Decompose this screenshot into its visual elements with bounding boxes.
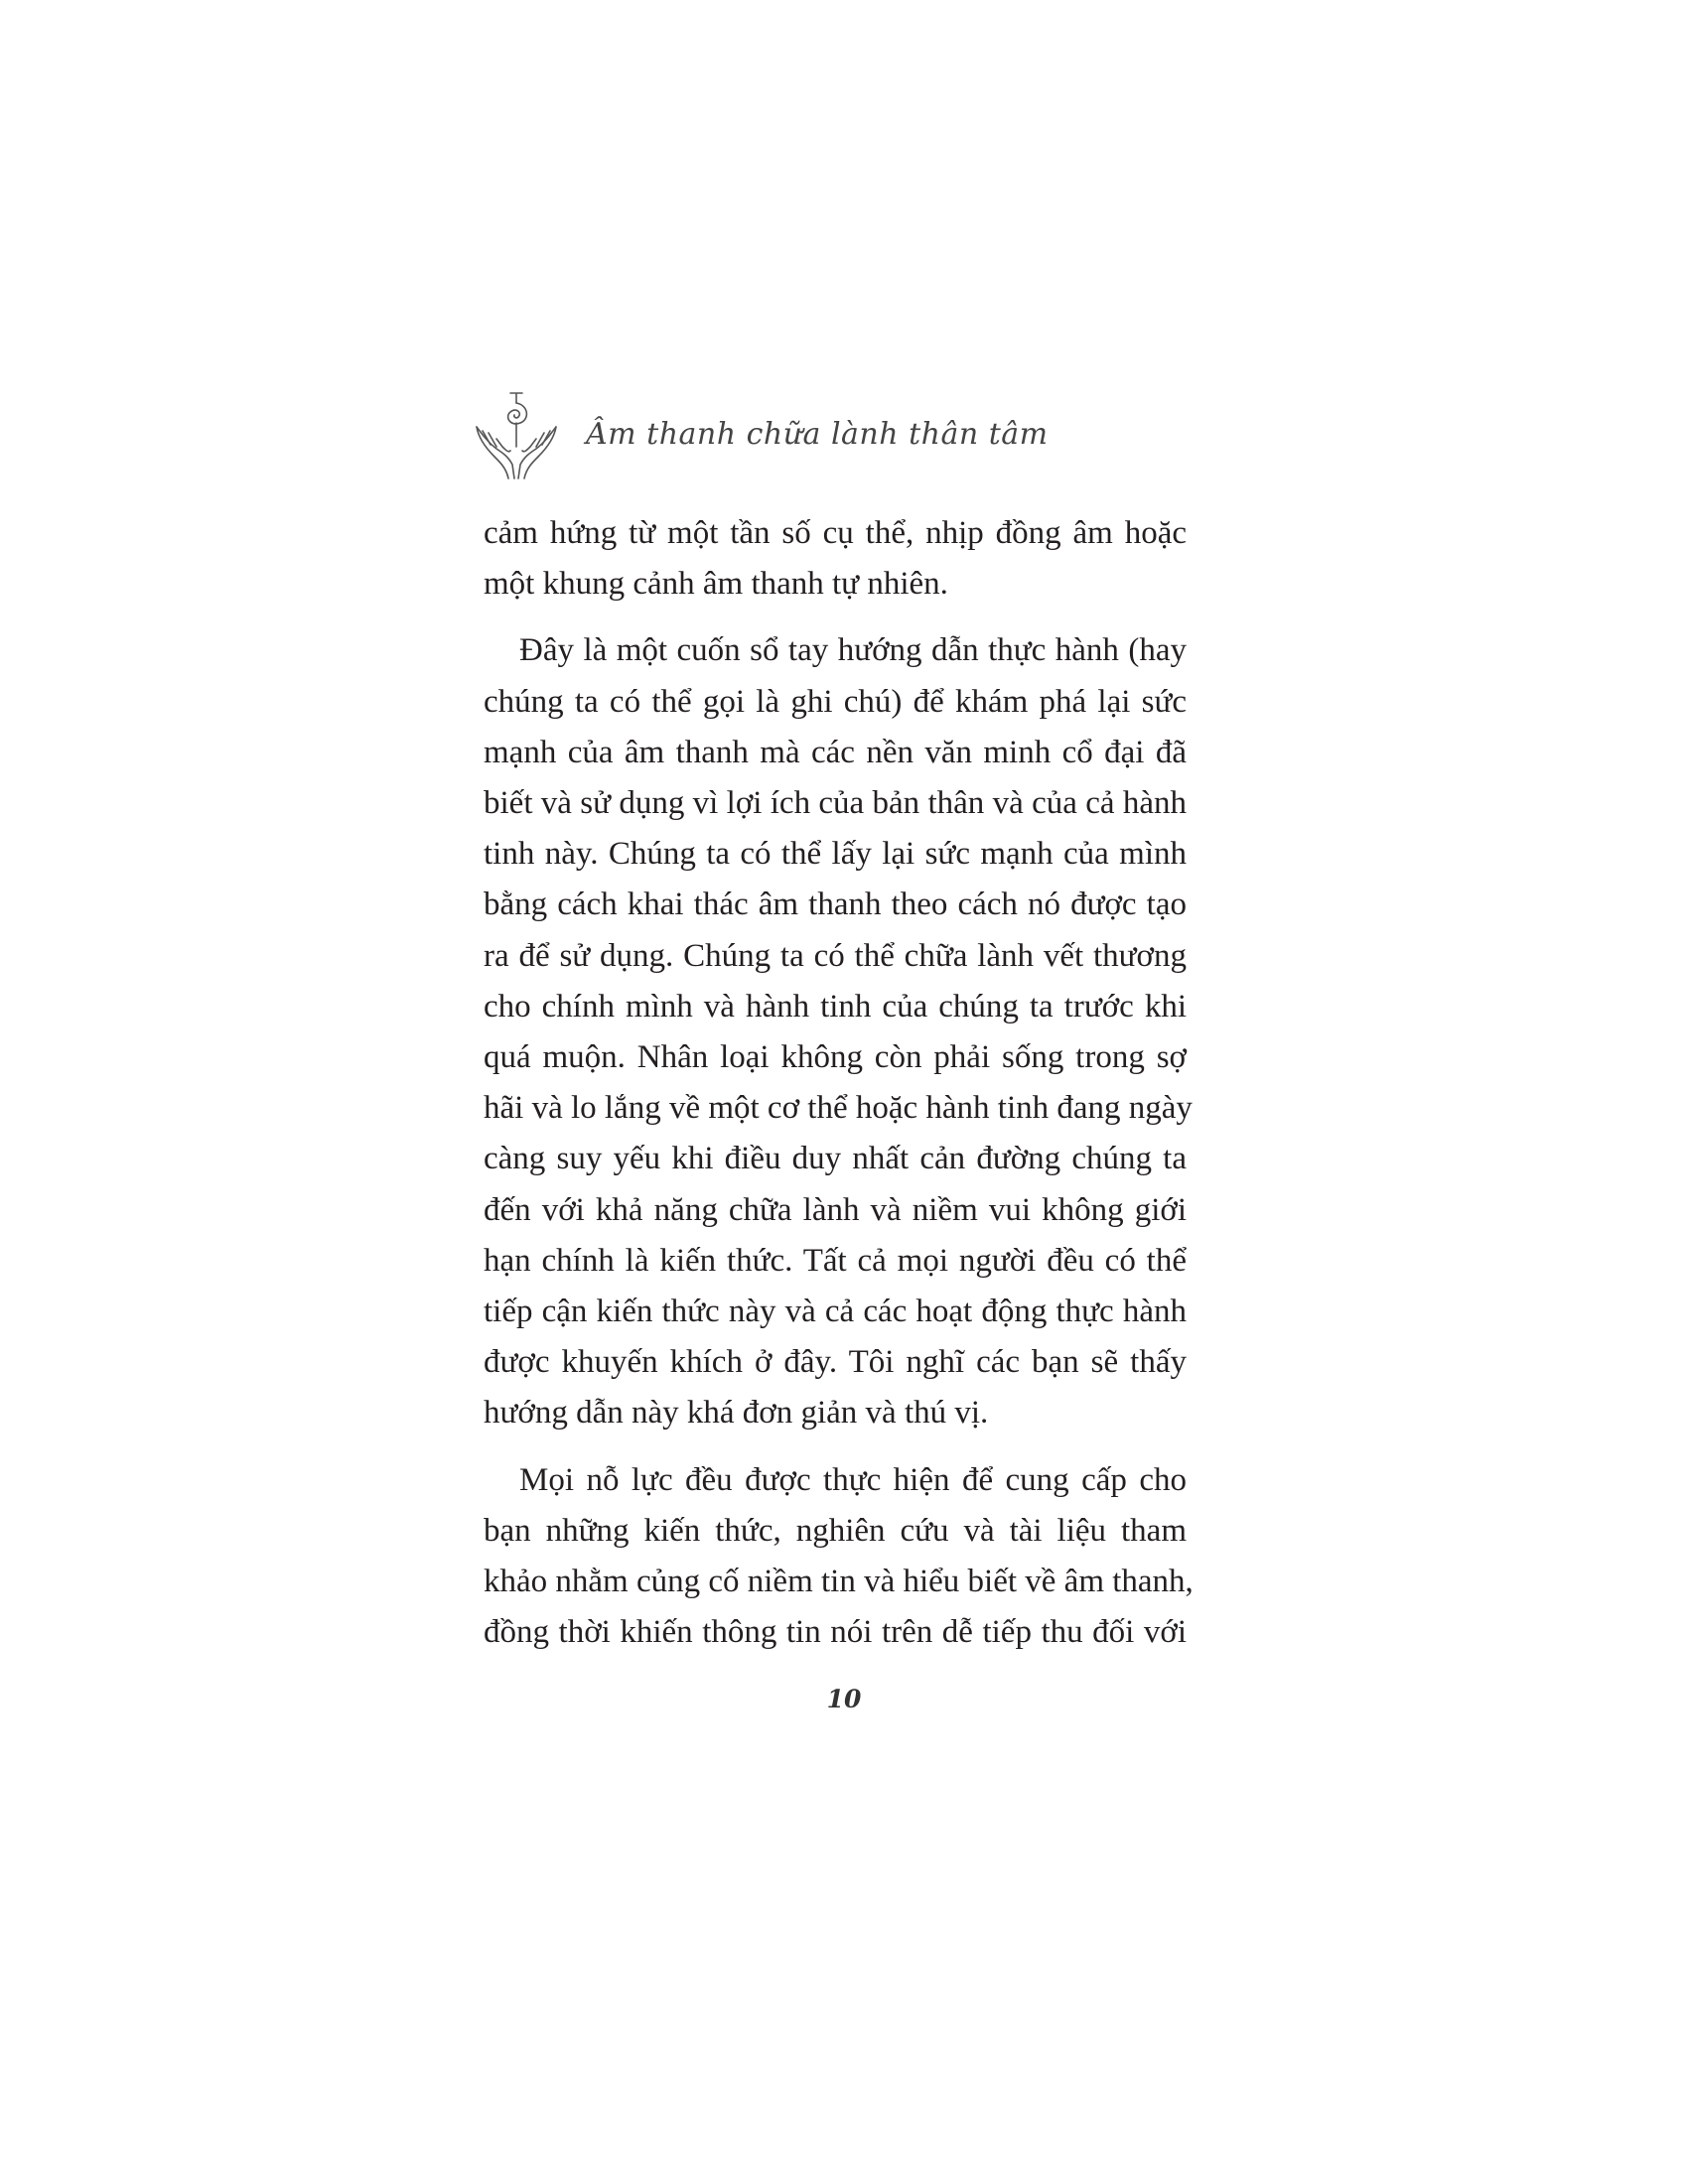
text-line: tiếp cận kiến thức này và cả các hoạt động thực hành (484, 1294, 1187, 1330)
text-line: quá muộn. Nhân loại không còn phải sống trong sợ (484, 1039, 1187, 1076)
running-header-title: Âm thanh chữa lành thân tâm (586, 417, 1049, 452)
hands-spiral-icon (467, 387, 566, 486)
text-line: hạn chính là kiến thức. Tất cả mọi người đều có thể (484, 1242, 1187, 1279)
paragraph (484, 1455, 1194, 1659)
paragraph (484, 625, 1193, 1438)
text-line: đến với khả năng chữa lành và niềm vui không giới (484, 1191, 1187, 1228)
text-line: khảo nhằm củng cố niềm tin và hiểu biết về âm thanh, (484, 1564, 1194, 1600)
text-line: được khuyến khích ở đây. Tôi nghĩ các bạn sẽ thấy (484, 1344, 1187, 1381)
text-line: càng suy yếu khi điều duy nhất cản đường chúng ta (484, 1141, 1187, 1177)
text-line: ra để sử dụng. Chúng ta có thể chữa lành vết thương (484, 937, 1187, 974)
paragraph (484, 508, 1187, 610)
text-line: cho chính mình và hành tinh của chúng ta trước khi (484, 988, 1187, 1024)
text-line: biết và sử dụng vì lợi ích của bản thân và của cả hành (484, 785, 1187, 822)
text-line: Mọi nỗ lực đều được thực hiện để cung cấp cho (519, 1461, 1187, 1498)
text-line: bạn những kiến thức, nghiên cứu và tài liệu tham (484, 1512, 1187, 1549)
text-line: một khung cảnh âm thanh tự nhiên. (484, 566, 948, 603)
text-line: hãi và lo lắng về một cơ thể hoặc hành tinh đang ngày (484, 1090, 1193, 1127)
page-number: 10 (826, 1685, 862, 1713)
text-line: cảm hứng từ một tần số cụ thể, nhịp đồng âm hoặc (484, 515, 1187, 551)
text-line: mạnh của âm thanh mà các nền văn minh cổ đại đã (484, 734, 1187, 770)
text-line: Đây là một cuốn sổ tay hướng dẫn thực hành (hay (519, 632, 1187, 669)
text-line: chúng ta có thể gọi là ghi chú) để khám phá lại sức (484, 683, 1187, 720)
running-header (467, 387, 1221, 496)
text-line: bằng cách khai thác âm thanh theo cách nó được tạo (484, 887, 1187, 923)
text-line: hướng dẫn này khá đơn giản và thú vị. (484, 1395, 989, 1432)
text-line: tinh này. Chúng ta có thể lấy lại sức mạnh của mình (484, 836, 1187, 873)
body-text (484, 508, 1194, 1658)
text-line: đồng thời khiến thông tin nói trên dễ tiếp thu đối với (484, 1614, 1187, 1651)
